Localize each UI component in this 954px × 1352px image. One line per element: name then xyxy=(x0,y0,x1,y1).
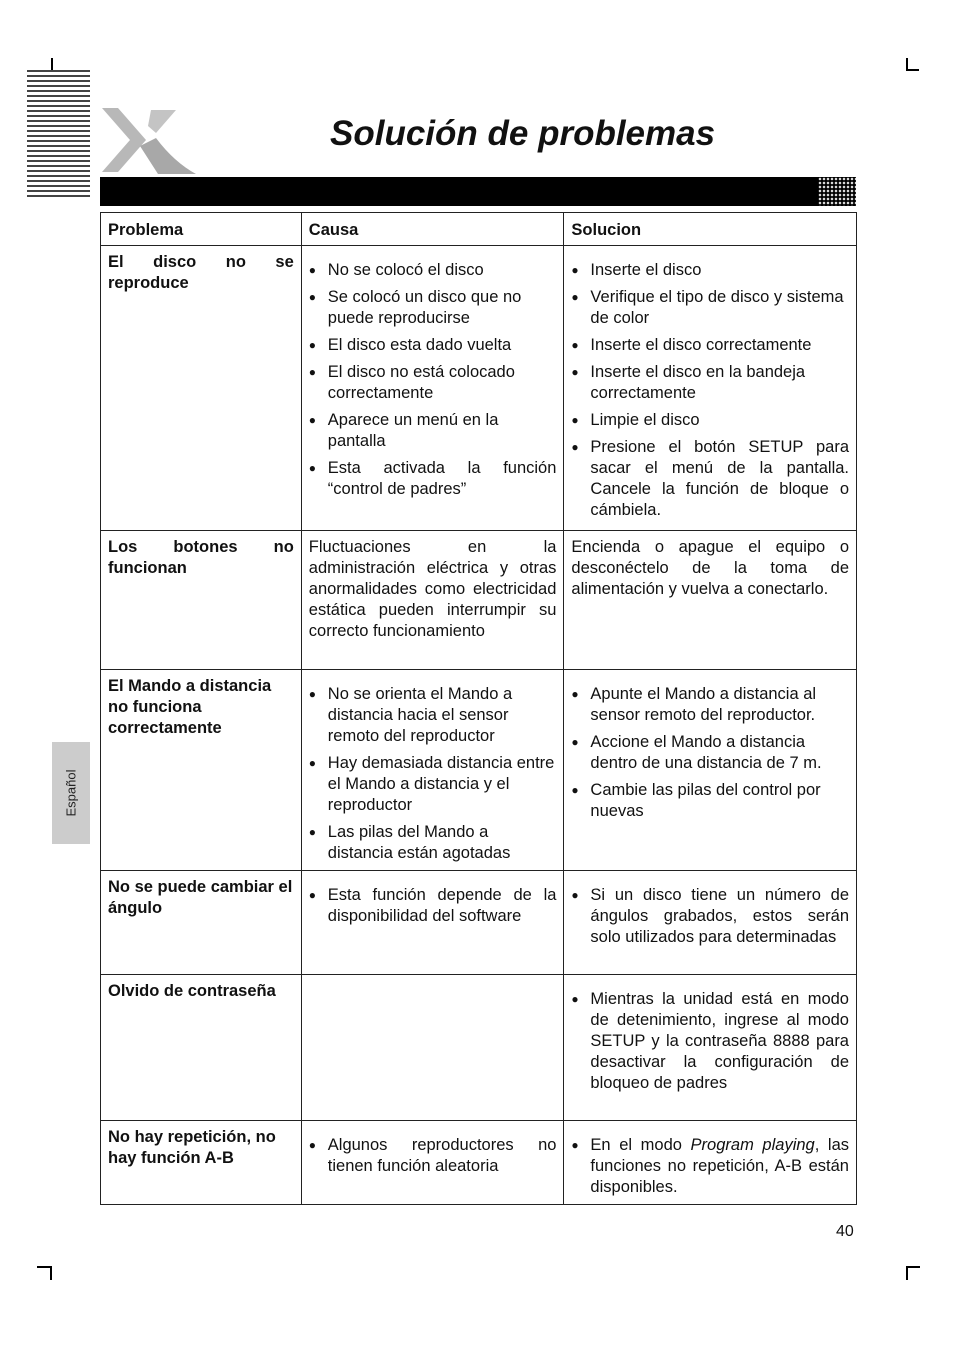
solution-cell xyxy=(564,871,857,975)
list-item: ● Limpie el disco xyxy=(571,410,849,431)
problem-cell: El disco no se reproduce xyxy=(101,246,302,531)
troubleshooting-table xyxy=(100,212,857,1205)
list-item: ● Mientras la unidad está en modo de detenimiento, ingrese al modo SETUP y la contraseña 8888 para desactivar la configuración de bloqueo de padres xyxy=(571,989,849,1094)
cause-list xyxy=(309,260,557,500)
page-title: Solución de problemas xyxy=(330,114,716,153)
page-number: 40 xyxy=(836,1223,854,1240)
crop-mark-bottom-left xyxy=(50,1266,52,1280)
table-header-row xyxy=(101,213,857,246)
problem-cell: No se puede cambiar el ángulo xyxy=(101,871,302,975)
problem-cell: Los botones no funcionan xyxy=(101,531,302,670)
header-solucion: Solucion xyxy=(564,213,857,246)
cause-cell xyxy=(301,670,564,871)
solution-cell xyxy=(564,1121,857,1205)
crop-mark-top-right xyxy=(906,69,919,71)
list-item: ● Inserte el disco correctamente xyxy=(571,335,849,356)
crop-mark-bottom-right xyxy=(906,1266,920,1268)
brand-logo-x xyxy=(96,100,196,180)
cause-cell xyxy=(301,975,564,1121)
list-item: ● Esta activada la función “control de padres” xyxy=(309,458,557,500)
cause-list xyxy=(309,1135,557,1177)
list-item: ● Algunos reproductores no tienen función aleatoria xyxy=(309,1135,557,1177)
list-item: ● Apunte el Mando a distancia al sensor remoto del reproductor. xyxy=(571,684,849,726)
list-item: ● Accione el Mando a distancia dentro de una distancia de 7 m. xyxy=(571,732,849,774)
list-item: ● Presione el botón SETUP para sacar el menú de la pantalla. Cancele la función de bloque o cámbiela. xyxy=(571,437,849,521)
list-item: ● Inserte el disco xyxy=(571,260,849,281)
cause-list xyxy=(309,885,557,927)
solution-list xyxy=(571,885,849,948)
solution-cell xyxy=(564,670,857,871)
problem-cell: No hay repetición, no hay función A-B xyxy=(101,1121,302,1205)
list-item: ● No se orienta el Mando a distancia hacia el sensor remoto del reproductor xyxy=(309,684,557,747)
table-row xyxy=(101,871,857,975)
list-item: ● Esta función depende de la disponibilidad del software xyxy=(309,885,557,927)
solution-list xyxy=(571,1135,849,1198)
solution-cell xyxy=(564,975,857,1121)
solution-cell xyxy=(564,246,857,531)
table-row xyxy=(101,975,857,1121)
cause-list xyxy=(309,684,557,864)
solution-cell: Encienda o apague el equipo o desconéctelo de la toma de alimentación y vuelva a conectarlo. xyxy=(564,531,857,670)
table-row xyxy=(101,531,857,670)
problem-cell: El Mando a distancia no funciona correctamente xyxy=(101,670,302,871)
solution-text-after: , las funciones no repetición, A-B están disponibles. xyxy=(590,1136,850,1196)
list-item: ● Inserte el disco en la bandeja correctamente xyxy=(571,362,849,404)
table-row xyxy=(101,1121,857,1205)
list-item: ● Si un disco tiene un número de ángulos grabados, estos serán solo utilizados para determinadas xyxy=(571,885,849,948)
list-item xyxy=(571,1135,849,1198)
list-item: ● Las pilas del Mando a distancia están agotadas xyxy=(309,822,557,864)
language-side-tab xyxy=(52,742,90,844)
cause-cell xyxy=(301,246,564,531)
crop-mark-bottom-left xyxy=(37,1266,51,1268)
crop-mark-bottom-right xyxy=(906,1266,908,1280)
list-item: ● No se colocó el disco xyxy=(309,260,557,281)
list-item: ● Hay demasiada distancia entre el Mando a distancia y el reproductor xyxy=(309,753,557,816)
solution-list xyxy=(571,989,849,1094)
list-item: ● El disco esta dado vuelta xyxy=(309,335,557,356)
list-item: ● Aparece un menú en la pantalla xyxy=(309,410,557,452)
solution-list xyxy=(571,684,849,822)
solution-list xyxy=(571,260,849,521)
list-item: ● Verifique el tipo de disco y sistema de color xyxy=(571,287,849,329)
list-item: ● Se colocó un disco que no puede reproducirse xyxy=(309,287,557,329)
cause-cell xyxy=(301,871,564,975)
table-row xyxy=(101,246,857,531)
cause-cell: Fluctuaciones en la administración eléctrica y otras anormalidades como electricidad estática pueden interrumpir su correcto funcionamiento xyxy=(301,531,564,670)
decorative-stripes xyxy=(27,70,90,200)
table-row xyxy=(101,670,857,871)
list-item: ● El disco no está colocado correctamente xyxy=(309,362,557,404)
solution-text-before: En el modo xyxy=(590,1136,691,1154)
solution-text-emphasis: Program playing xyxy=(690,1136,815,1154)
problem-cell: Olvido de contraseña xyxy=(101,975,302,1121)
cause-cell xyxy=(301,1121,564,1205)
header-problema: Problema xyxy=(101,213,302,246)
language-label: Español xyxy=(63,769,79,817)
header-bar xyxy=(100,177,856,206)
header-bar-dot-pattern xyxy=(818,177,856,206)
header-causa: Causa xyxy=(301,213,564,246)
list-item: ● Cambie las pilas del control por nuevas xyxy=(571,780,849,822)
